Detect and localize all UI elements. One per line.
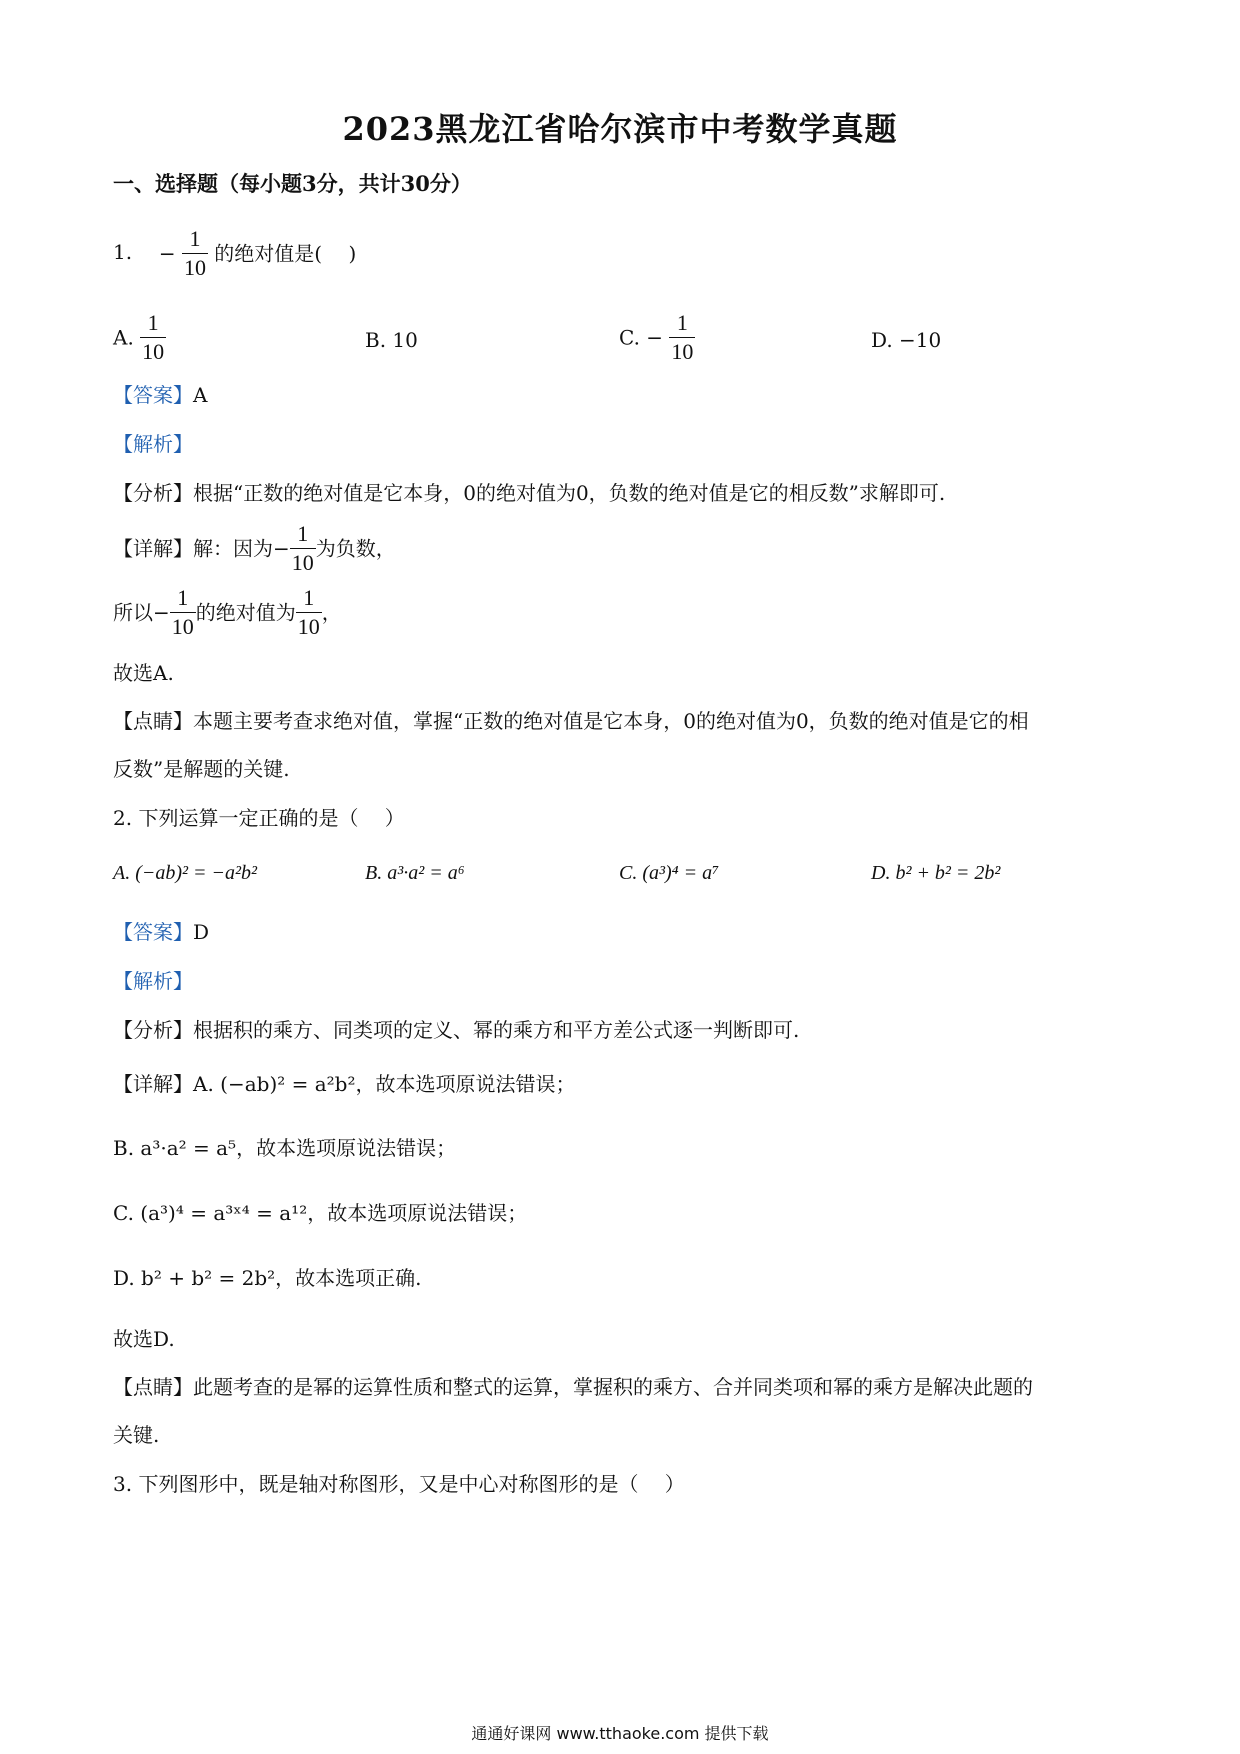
q1-dianjing-line1: 【点睛】本题主要考查求绝对值，掌握“正数的绝对值是它本身，0的绝对值为0，负数的绝对值是它的相: [113, 709, 1029, 733]
q1-frac-sign: −: [158, 241, 176, 266]
q2-option-c: C. (a³)⁴ = a⁷: [619, 862, 720, 884]
q1-stem-text: 的绝对值是( ): [214, 241, 357, 266]
q2-detail-c: C. (a³)⁴ = a³ˣ⁴ = a¹²，故本选项原说法错误；: [113, 1201, 528, 1225]
q1-fenxi: 【分析】根据“正数的绝对值是它本身，0的绝对值为0，负数的绝对值是它的相反数”求解即可.: [113, 481, 946, 505]
q1-dianjing-line2: 反数”是解题的关键.: [113, 757, 290, 781]
q2-detail-a: 【详解】A. (−ab)² = a²b²，故本选项原说法错误；: [113, 1072, 576, 1096]
q2-fenxi: 【分析】根据积的乘方、同类项的定义、幂的乘方和平方差公式逐一判断即可.: [113, 1018, 800, 1042]
q1-guxuan: 故选A.: [113, 661, 174, 685]
q1-option-d: D. −10: [871, 328, 942, 352]
q2-detail-b: B. a³·a² = a⁵，故本选项原说法错误；: [113, 1136, 457, 1160]
q3-stem: 3. 下列图形中，既是轴对称图形，又是中心对称图形的是（ ）: [113, 1472, 685, 1496]
q2-stem: 2. 下列运算一定正确的是（ ）: [113, 806, 405, 830]
q2-analysis-tag: 【解析】: [113, 969, 193, 993]
q1-stem: [113, 228, 356, 279]
page-title: 2023黑龙江省哈尔滨市中考数学真题: [342, 110, 898, 148]
q1-analysis-tag: 【解析】: [113, 432, 193, 456]
q2-option-d: D. b² + b² = 2b²: [871, 862, 1001, 884]
q1-option-b: B. 10: [365, 328, 418, 352]
q2-guxuan: 故选D.: [113, 1327, 175, 1351]
q2-dianjing-line2: 关键.: [113, 1423, 160, 1447]
q1-number: 1.: [113, 240, 133, 264]
q2-dianjing-line1: 【点睛】此题考查的是幂的运算性质和整式的运算，掌握积的乘方、合并同类项和幂的乘方是解决此题的: [113, 1375, 1033, 1399]
q1-answer: 【答案】A: [113, 383, 208, 407]
q2-option-a: A. (−ab)² = −a²b²: [113, 862, 258, 884]
q2-answer: 【答案】D: [113, 920, 210, 944]
section-heading: 一、选择题（每小题3分，共计30分）: [113, 171, 472, 196]
q1-fraction: $\frac{1}{10}$: [183, 226, 206, 280]
q1-detail-line2: 所以− $\frac{1}{10}$ 的绝对值为 $\frac{1}{10}$ ，: [113, 585, 342, 639]
q2-option-b: B. a³·a² = a⁶: [365, 862, 465, 884]
page-footer: 通通好课网 www.tthaoke.com 提供下载: [471, 1724, 769, 1743]
q1-detail-line1: 【详解】解：因为− $\frac{1}{10}$ 为负数，: [113, 521, 396, 575]
q2-detail-d: D. b² + b² = 2b²，故本选项正确.: [113, 1266, 422, 1290]
q1-option-a: A. $\frac{1}{10}$: [113, 310, 165, 364]
q1-option-c: C. − $\frac{1}{10}$: [619, 310, 694, 364]
